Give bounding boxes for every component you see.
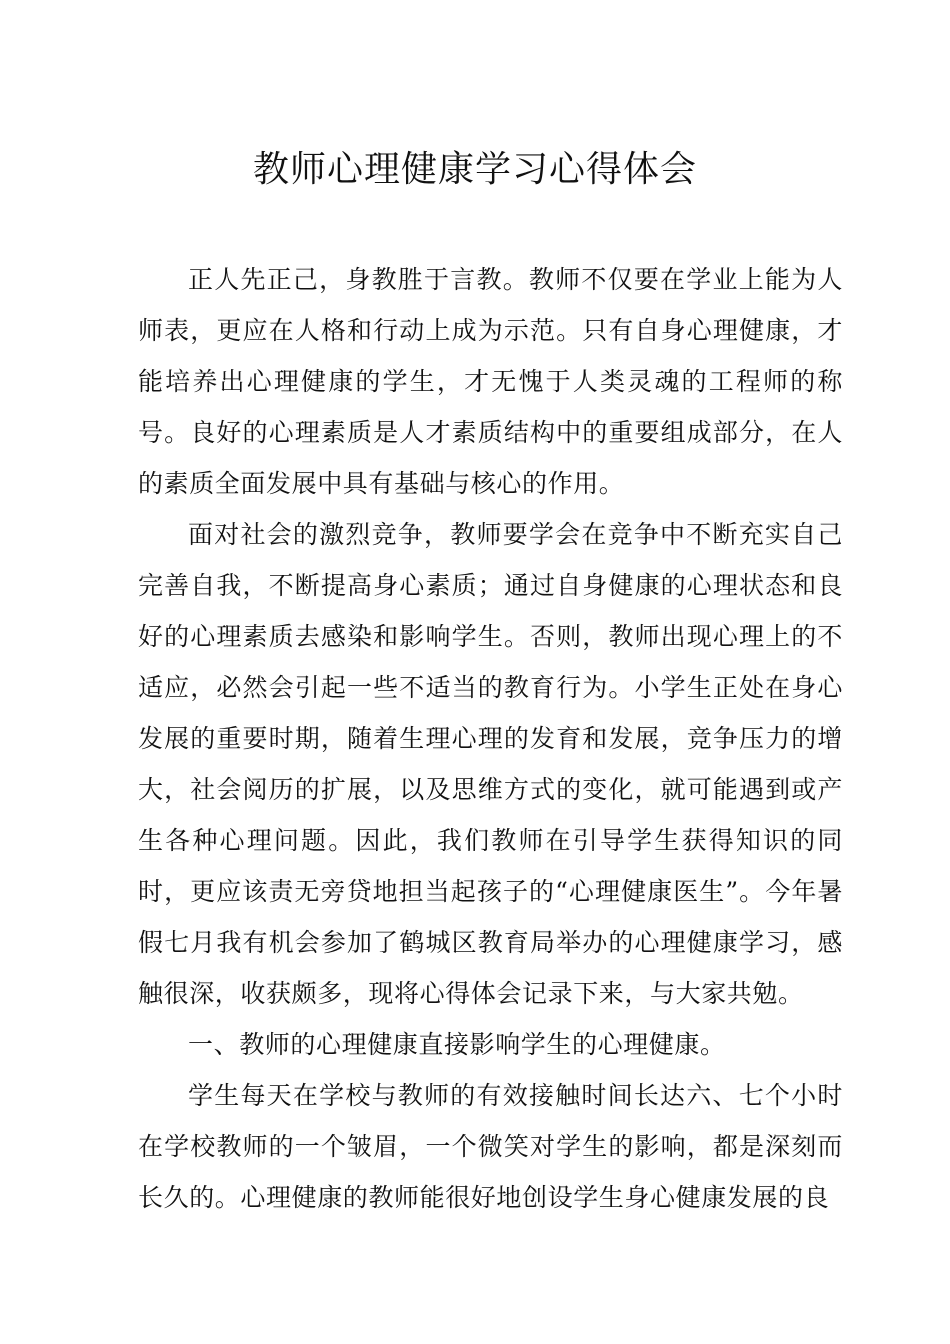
paragraph-3: 学生每天在学校与教师的有效接触时间长达六、七个小时在学校教师的一个皱眉，一个微笑对学生的影响，都是深刻而长久的。心理健康的教师能很好地创设学生身心健康发展的良 <box>138 1081 843 1212</box>
document-body <box>138 254 843 1223</box>
section-heading-1: 一、教师的心理健康直接影响学生的心理健康。 <box>188 1030 726 1059</box>
paragraph-1: 正人先正己，身教胜于言教。教师不仅要在学业上能为人师表，更应在人格和行动上成为示范。只有自身心理健康，才能培养出心理健康的学生，才无愧于人类灵魂的工程师的称号。良好的心理素质是人才素质结构中的重要组成部分，在人的素质全面发展中具有基础与核心的作用。 <box>138 265 843 498</box>
document-title: 教师心理健康学习心得体会 <box>252 149 697 190</box>
paragraph-2: 面对社会的激烈竞争，教师要学会在竞争中不断充实自己完善自我，不断提高身心素质；通过自身健康的心理状态和良好的心理素质去感染和影响学生。否则，教师出现心理上的不适应，必然会引起一些不适当的教育行为。小学生正处在身心发展的重要时期，随着生理心理的发育和发展，竞争压力的增大，社会阅历的扩展，以及思维方式的变化，就可能遇到或产生各种心理问题。因此，我们教师在引导学生获得知识的同时，更应该责无旁贷地担当起孩子的“心理健康医生”。今年暑假七月我有机会参加了鹤城区教育局举办的心理健康学习，感触很深，收获颇多，现将心得体会记录下来，与大家共勉。 <box>138 520 843 1008</box>
